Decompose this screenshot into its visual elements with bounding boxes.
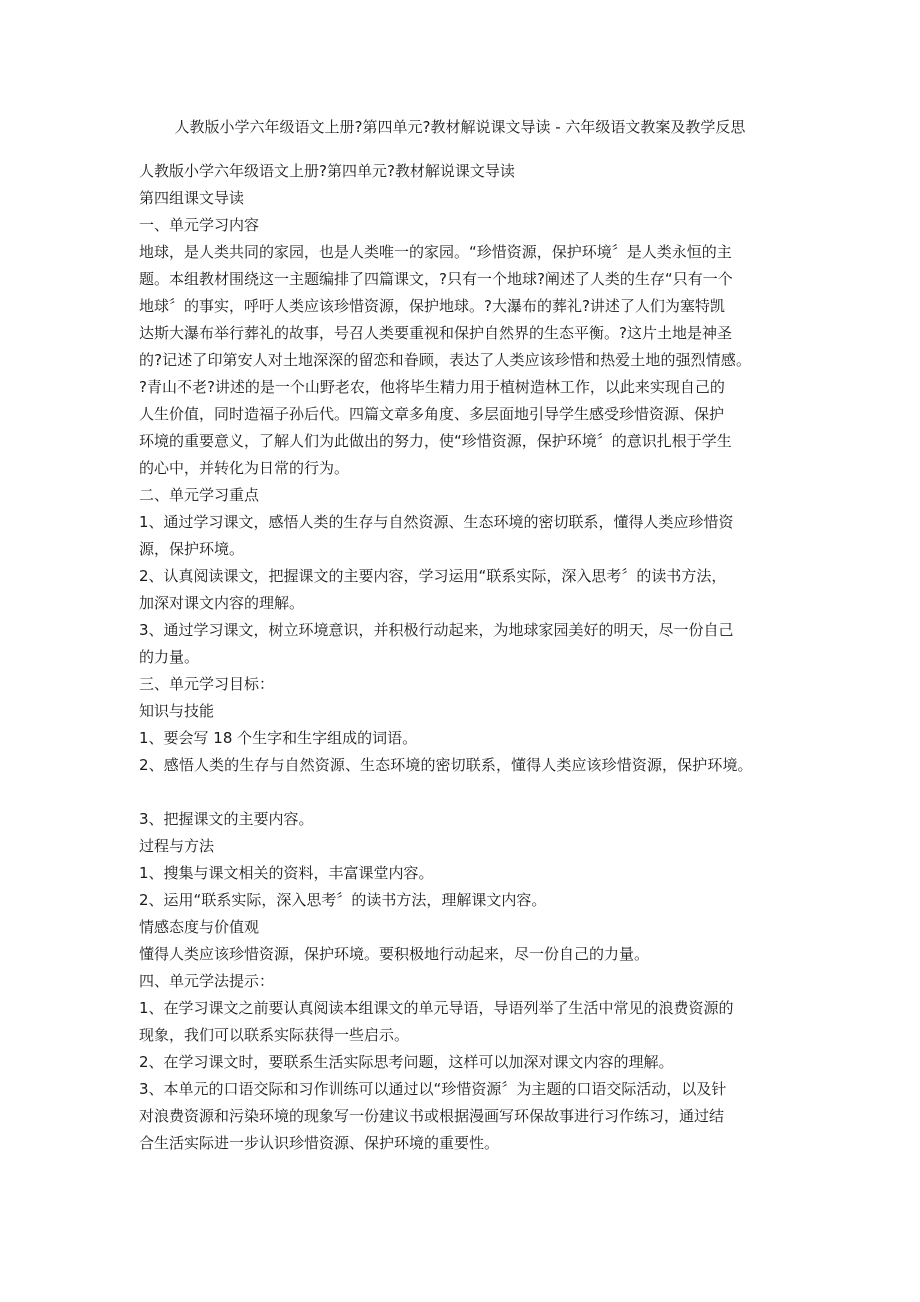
list-item-line: 现象，我们可以联系实际获得一些启示。: [139, 1026, 410, 1044]
paragraph-line: 的心中，并转化为日常的行为。: [139, 459, 350, 477]
document-body: [139, 158, 811, 1157]
subsection-heading: 过程与方法: [139, 837, 215, 855]
paragraph-line: 地球，是人类共同的家园，也是人类唯一的家园。“珍惜资源，保护环境〞是人类永恒的主: [139, 243, 732, 261]
paragraph-line: 环境的重要意义，了解人们为此做出的努力，使“珍惜资源，保护环境〞的意识扎根于学生: [139, 432, 732, 450]
section-heading: 四、单元学法提示：: [139, 972, 275, 990]
subsection-heading: 知识与技能: [139, 702, 215, 720]
section-heading: 一、单元学习内容: [139, 216, 260, 234]
list-item-line: 源，保护环境。: [139, 540, 245, 558]
paragraph-line: 题。本组教材围绕这一主题编排了四篇课文，?只有一个地球?阐述了人类的生存“只有一个: [139, 270, 733, 288]
list-item-line: 2、运用“联系实际，深入思考〞的读书方法，理解课文内容。: [139, 891, 547, 909]
list-item-line: 2、在学习课文时，要联系生活实际思考问题，这样可以加深对课文内容的理解。: [139, 1053, 674, 1071]
section-heading: 二、单元学习重点: [139, 486, 260, 504]
list-item-line: 1、要会写 18 个生字和生字组成的词语。: [139, 729, 418, 747]
list-item-line: 对浪费资源和污染环境的现象写一份建议书或根据漫画写环保故事进行习作练习，通过结: [139, 1107, 725, 1125]
list-item-line: 2、感悟人类的生存与自然资源、生态环境的密切联系，懂得人类应该珍惜资源，保护环境。: [139, 756, 753, 774]
section-heading: 三、单元学习目标：: [139, 675, 275, 693]
list-item-line: 2、认真阅读课文，把握课文的主要内容，学习运用“联系实际，深入思考〞的读书方法，: [139, 567, 727, 585]
doc-subtitle: 人教版小学六年级语文上册?第四单元?教材解说课文导读: [139, 162, 515, 180]
list-item-line: 合生活实际进一步认识珍惜资源、保护环境的重要性。: [139, 1134, 500, 1152]
list-item-line: 3、本单元的口语交际和习作训练可以通过以“珍惜资源〞为主题的口语交际活动，以及针: [139, 1080, 727, 1098]
list-item-line: 1、在学习课文之前要认真阅读本组课文的单元导语，导语列举了生活中常见的浪费资源的: [139, 999, 734, 1017]
list-item-line: 1、通过学习课文，感悟人类的生存与自然资源、生态环境的密切联系，懂得人类应珍惜资: [139, 513, 734, 531]
paragraph-line: ?青山不老?讲述的是一个山野老农，他将毕生精力用于植树造林工作，以此来实现自己的: [139, 378, 725, 396]
paragraph-line: 人生价值，同时造福子孙后代。四篇文章多角度、多层面地引导学生感受珍惜资源、保护: [139, 405, 725, 423]
paragraph-line: 的?记述了印第安人对土地深深的留恋和眷顾，表达了人类应该珍惜和热爱土地的强烈情感。: [139, 351, 752, 369]
section-heading: 第四组课文导读: [139, 189, 245, 207]
list-item-line: 1、搜集与课文相关的资料，丰富课堂内容。: [139, 864, 434, 882]
list-item-line: 3、把握课文的主要内容。: [139, 810, 314, 828]
page-title: 人教版小学六年级语文上册?第四单元?教材解说课文导读 - 六年级语文教案及教学反思: [174, 118, 746, 136]
list-item-line: 加深对课文内容的理解。: [139, 594, 305, 612]
list-item-line: 3、通过学习课文，树立环境意识，并积极行动起来，为地球家园美好的明天，尽一份自己: [139, 621, 734, 639]
list-item-line: 的力量。: [139, 648, 200, 666]
paragraph-line: 达斯大瀑布举行葬礼的故事，号召人类要重视和保护自然界的生态平衡。?这片土地是神圣: [139, 324, 732, 342]
blank-line: [139, 779, 811, 806]
paragraph-line: 地球〞的事实，呼吁人类应该珍惜资源，保护地球。?大瀑布的葬礼?讲述了人们为塞特凯: [139, 297, 725, 315]
subsection-heading: 情感态度与价值观: [139, 918, 260, 936]
paragraph-line: 懂得人类应该珍惜资源，保护环境。要积极地行动起来，尽一份自己的力量。: [139, 945, 650, 963]
